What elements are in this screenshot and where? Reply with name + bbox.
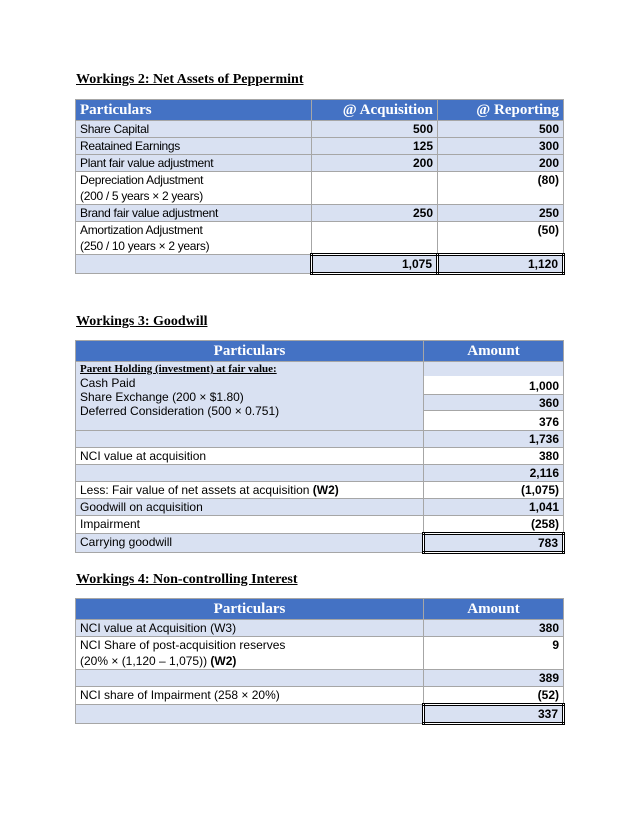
table-row xyxy=(76,516,564,534)
table-row xyxy=(76,138,564,155)
w2-row-label: Plant fair value adjustment xyxy=(76,155,312,172)
w4-table xyxy=(75,598,565,725)
w4-subtotal: 389 xyxy=(424,670,564,687)
w2-table xyxy=(75,99,565,275)
w3-less-amount: (1,075) xyxy=(424,482,564,499)
w4-share-cell xyxy=(76,637,424,670)
table-row xyxy=(76,670,564,687)
w3-parent-amounts xyxy=(424,362,564,431)
table-row-total xyxy=(76,255,564,274)
w4-share-amount: 9 xyxy=(424,637,564,670)
table-row xyxy=(76,205,564,222)
table-row-total xyxy=(76,534,564,553)
w4-title: Workings 4: Non-controlling Interest xyxy=(76,572,298,587)
w2-row-label: Reatained Earnings xyxy=(76,138,312,155)
w3-subtotal1: 1,736 xyxy=(424,431,564,448)
w3-parent-amount: 1,000 xyxy=(424,376,563,395)
w3-less-label: Less: Fair value of net assets at acquisition xyxy=(80,483,310,497)
table-row xyxy=(76,482,564,499)
w2-row-label-detail: (200 / 5 years × 2 years) xyxy=(80,189,203,203)
w2-row-acq: 200 xyxy=(312,155,438,172)
w2-row-label: Amortization Adjustment xyxy=(80,223,203,237)
w2-row-label-multiline xyxy=(76,222,312,255)
table-row xyxy=(76,687,564,705)
w2-row-rep: 300 xyxy=(438,138,564,155)
w4-share-ref: (W2) xyxy=(210,654,237,668)
w4-total-label xyxy=(76,705,424,724)
w2-row-acq xyxy=(312,172,438,205)
w4-share-label: NCI Share of post-acquisition reserves xyxy=(80,638,286,652)
w2-header-reporting: @ Reporting xyxy=(438,100,564,121)
w3-header-particulars: Particulars xyxy=(76,341,424,362)
w4-share-label-detail xyxy=(80,653,419,669)
w2-total-acq: 1,075 xyxy=(312,255,438,274)
w2-header-acquisition: @ Acquisition xyxy=(312,100,438,121)
w3-subtotal1-label xyxy=(76,431,424,448)
w3-parent-amount: 360 xyxy=(424,395,563,411)
w4-nci-acq-label: NCI value at Acquisition (W3) xyxy=(76,620,424,637)
w3-parent-line: Share Exchange (200 × $1.80) xyxy=(80,390,244,404)
table-row xyxy=(76,637,564,670)
w3-subtotal2-label xyxy=(76,465,424,482)
w3-less-cell xyxy=(76,482,424,499)
w2-row-label-multiline xyxy=(76,172,312,205)
w3-parent-block xyxy=(76,362,424,431)
w2-row-rep: 250 xyxy=(438,205,564,222)
table-row xyxy=(76,448,564,465)
w3-nci-amount: 380 xyxy=(424,448,564,465)
w4-nci-acq-amount: 380 xyxy=(424,620,564,637)
w4-impair-label: NCI share of Impairment (258 × 20%) xyxy=(76,687,424,705)
table-row xyxy=(76,172,564,205)
w2-row-acq: 250 xyxy=(312,205,438,222)
w2-row-rep: 200 xyxy=(438,155,564,172)
w2-row-acq: 500 xyxy=(312,121,438,138)
w2-header-particulars: Particulars xyxy=(76,100,312,121)
w3-title: Workings 3: Goodwill xyxy=(76,314,208,329)
w3-table xyxy=(75,340,565,554)
w2-row-rep: (80) xyxy=(438,172,564,205)
w2-row-acq xyxy=(312,222,438,255)
w3-parent-line: Cash Paid xyxy=(80,376,136,390)
w2-row-label: Brand fair value adjustment xyxy=(76,205,312,222)
w4-impair-amount: (52) xyxy=(424,687,564,705)
table-row xyxy=(76,362,564,431)
table-row xyxy=(76,155,564,172)
w3-impairment-label: Impairment xyxy=(76,516,424,534)
w3-goodwill-amount: 1,041 xyxy=(424,499,564,516)
w4-total: 337 xyxy=(424,705,564,724)
w3-subtotal2: 2,116 xyxy=(424,465,564,482)
w2-row-label-detail: (250 / 10 years × 2 years) xyxy=(80,239,210,253)
table-row xyxy=(76,620,564,637)
w3-parent-amount: 376 xyxy=(424,411,563,430)
w2-row-label: Depreciation Adjustment xyxy=(80,173,204,187)
w4-header-amount: Amount xyxy=(424,599,564,620)
w4-header-particulars: Particulars xyxy=(76,599,424,620)
w3-impairment-amount: (258) xyxy=(424,516,564,534)
w4-share-formula: (20% × (1,120 – 1,075)) xyxy=(80,654,208,668)
w2-row-acq: 125 xyxy=(312,138,438,155)
w3-goodwill-label: Goodwill on acquisition xyxy=(76,499,424,516)
table-row xyxy=(76,499,564,516)
w2-row-rep: 500 xyxy=(438,121,564,138)
w3-nci-label: NCI value at acquisition xyxy=(76,448,424,465)
w3-carrying-label: Carrying goodwill xyxy=(76,534,424,553)
w2-row-rep: (50) xyxy=(438,222,564,255)
w2-total-label xyxy=(76,255,312,274)
table-row xyxy=(76,121,564,138)
w3-parent-line: Deferred Consideration (500 × 0.751) xyxy=(80,404,280,418)
w3-header-amount: Amount xyxy=(424,341,564,362)
w3-carrying-amount: 783 xyxy=(424,534,564,553)
w3-parent-heading: Parent Holding (investment) at fair value: xyxy=(80,363,277,375)
table-row xyxy=(76,222,564,255)
w2-row-label: Share Capital xyxy=(76,121,312,138)
w2-total-rep: 1,120 xyxy=(438,255,564,274)
table-row xyxy=(76,431,564,448)
w2-title: Workings 2: Net Assets of Peppermint xyxy=(76,72,304,87)
w3-less-ref: (W2) xyxy=(312,483,339,497)
table-row xyxy=(76,465,564,482)
table-row-total xyxy=(76,705,564,724)
w4-subtotal-label xyxy=(76,670,424,687)
